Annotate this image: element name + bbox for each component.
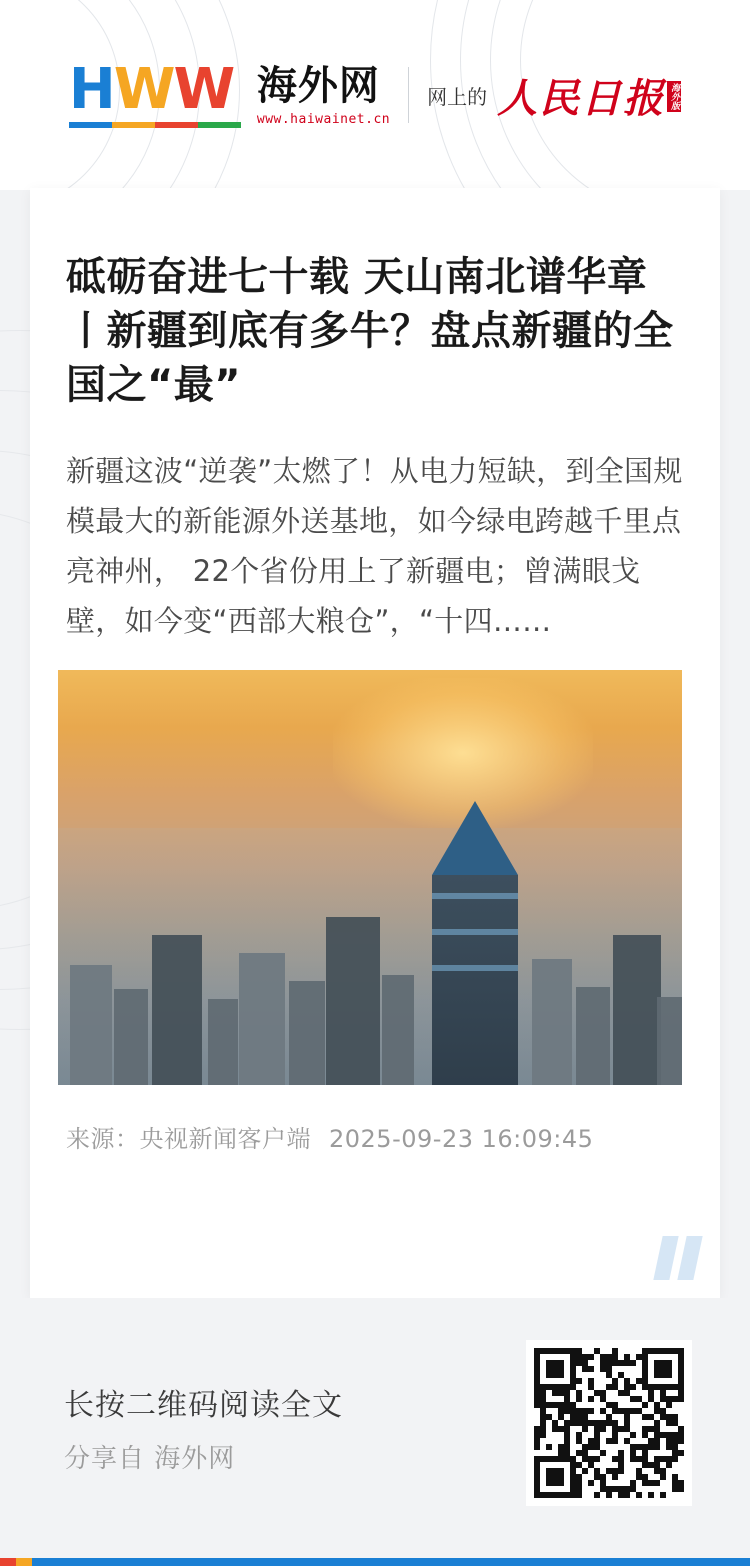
article-title: 砥砺奋进七十载 天山南北谱华章丨新疆到底有多牛？盘点新疆的全国之“最” (66, 254, 674, 408)
source-label: 来源： (66, 1125, 140, 1153)
site-logo[interactable] (68, 57, 391, 128)
paper-name-text: 人民日报 (497, 74, 666, 122)
qr-code[interactable] (526, 1340, 692, 1506)
landmark-tower (432, 875, 518, 1085)
site-name-cn: 海外网 (256, 62, 380, 109)
site-header (0, 0, 750, 190)
quote-decoration-icon (658, 1236, 698, 1280)
hww-wordmark: H W W (68, 57, 234, 122)
hww-underline (69, 122, 241, 128)
qr-code-grid (534, 1348, 684, 1498)
share-from-label: 分享自 海外网 (64, 1444, 236, 1474)
share-footer (0, 1298, 750, 1566)
article-hero-image (58, 670, 682, 1085)
footer-text-block (64, 1380, 343, 1475)
article-card (30, 188, 720, 1298)
paper-name (497, 67, 681, 124)
header-tagline: 网上的 (427, 84, 488, 109)
site-url: www.haiwainet.cn (256, 111, 391, 127)
longpress-hint: 长按二维码阅读全文 (64, 1388, 343, 1423)
bottom-color-bar (0, 1558, 750, 1566)
article-meta (66, 1119, 684, 1154)
header-divider (408, 67, 409, 123)
article-timestamp: 2025-09-23 16:09:45 (329, 1125, 594, 1153)
paper-edition-badge: 海外版 (669, 82, 680, 110)
article-summary: 新疆这波“逆袭”太燃了！从电力短缺，到全国规模最大的新能源外送基地，如今绿电跨越千里点亮神州， 22个省份用上了新疆电；曾满眼戈壁，如今变“西部大粮仓”，“十四…… (66, 454, 683, 638)
source-name: 央视新闻客户端 (139, 1125, 311, 1153)
